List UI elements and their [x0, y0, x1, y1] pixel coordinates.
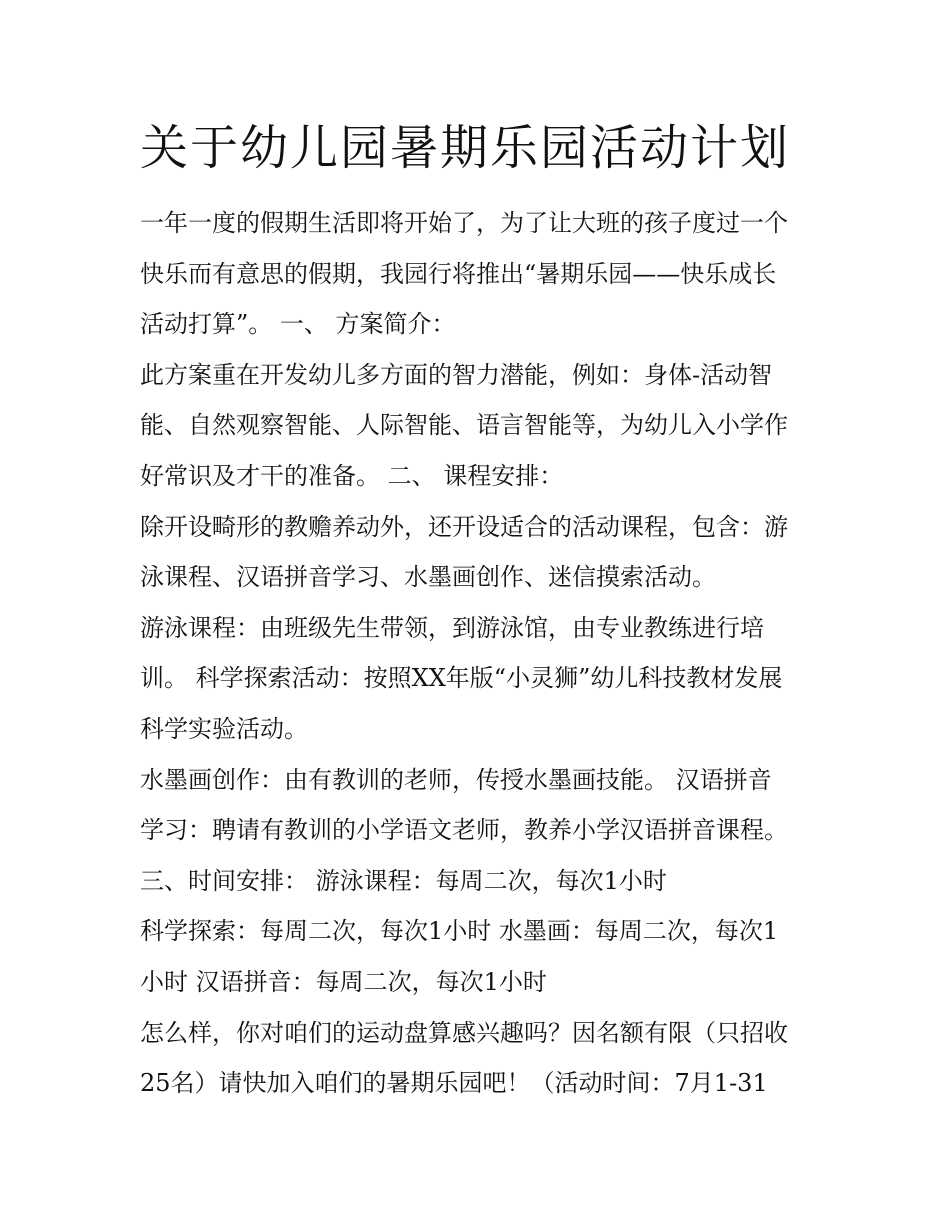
body-line: 快乐而有意思的假期，我园行将推出“暑期乐园——快乐成长	[140, 259, 777, 288]
body-line: 小时 汉语拼音：每周二次，每次1小时	[140, 967, 547, 996]
document-body	[140, 198, 830, 1109]
body-line: 除开设畸形的教赡养动外，还开设适合的活动课程，包含：游	[140, 512, 788, 541]
body-line: 三、时间安排： 游泳课程：每周二次，每次1小时	[140, 866, 667, 895]
body-line: 游泳课程：由班级先生带领，到游泳馆，由专业教练进行培	[140, 613, 764, 642]
body-line: 25名）请快加入咱们的暑期乐园吧！（活动时间：7月1-31	[140, 1069, 768, 1098]
body-line: 一年一度的假期生活即将开始了，为了让大班的孩子度过一个	[140, 209, 788, 237]
body-line: 怎么样，你对咱们的运动盘算感兴趣吗？因名额有限（只招收	[140, 1018, 788, 1047]
body-line: 活动打算”。 一、 方案简介：	[140, 310, 456, 339]
body-line: 学习：聘请有教训的小学语文老师，教养小学汉语拼音课程。	[140, 816, 788, 845]
body-line: 水墨画创作：由有教训的老师，传授水墨画技能。 汉语拼音	[140, 765, 772, 794]
body-line: 此方案重在开发幼儿多方面的智力潜能，例如：身体-活动智	[140, 360, 773, 389]
body-line: 科学探索：每周二次，每次1小时 水墨画：每周二次，每次1	[140, 917, 779, 946]
document-page	[140, 112, 830, 1109]
body-line: 科学实验活动。	[140, 714, 308, 743]
body-line: 训。 科学探索活动：按照XX年版“小灵狮”幼儿科技教材发展	[140, 664, 783, 693]
body-line: 好常识及才干的准备。 二、 课程安排：	[140, 461, 564, 490]
document-title: 关于幼儿园暑期乐园活动计划	[140, 120, 791, 176]
body-line: 能、自然观察智能、人际智能、语言智能等，为幼儿入小学作	[140, 411, 788, 440]
body-line: 泳课程、汉语拼音学习、水墨画创作、迷信摸索活动。	[140, 563, 716, 592]
